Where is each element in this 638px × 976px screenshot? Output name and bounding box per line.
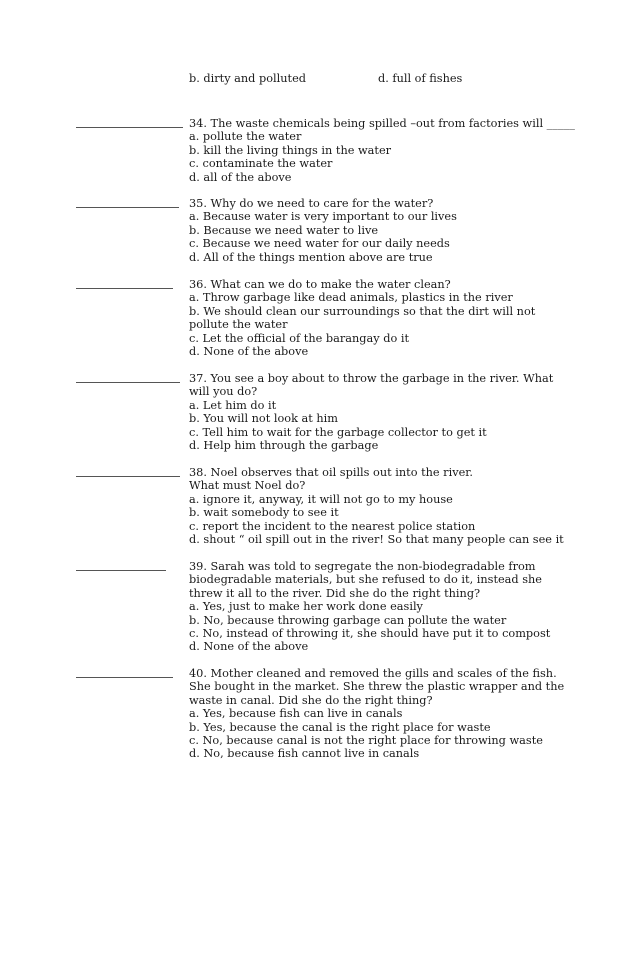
question-line: a. pollute the water	[189, 130, 302, 144]
question-line: waste in canal. Did she do the right thing?	[189, 693, 433, 707]
question-line: d. All of the things mention above are true	[189, 250, 433, 264]
question-line: d. shout “ oil spill out in the river! So that many people can see it	[189, 533, 564, 546]
answer-blank[interactable]	[76, 288, 173, 289]
question-line: She bought in the market. She threw the plastic wrapper and the	[189, 680, 565, 694]
question-line: b. We should clean our surroundings so that the dirt will not	[189, 304, 536, 318]
question-line: d. Help him through the garbage	[189, 439, 379, 452]
question-line: d. None of the above	[189, 640, 309, 654]
question-text: 37. You see a boy about to throw the garbage in the river. What	[189, 372, 554, 385]
option-b-33: b. dirty and polluted	[189, 72, 306, 85]
question-line: d. None of the above	[189, 345, 309, 358]
question-text: 40. Mother cleaned and removed the gills and scales of the fish.	[189, 667, 557, 680]
question-line: a. Throw garbage like dead animals, plastics in the river	[189, 291, 513, 305]
question-line: What must Noel do?	[189, 479, 306, 493]
question-line: b. Because we need water to live	[189, 223, 379, 237]
question-line: b. No, because throwing garbage can pollute the water	[189, 613, 507, 627]
question-text: 34. The waste chemicals being spilled –out from factories will _____	[189, 117, 575, 130]
option-d-33: d. full of fishes	[378, 72, 463, 85]
answer-blank[interactable]	[76, 127, 183, 128]
question-line: b. wait somebody to see it	[189, 506, 339, 520]
question-line: b. kill the living things in the water	[189, 143, 392, 157]
question-line: c. report the incident to the nearest police station	[189, 519, 476, 533]
question-text: 39. Sarah was told to segregate the non-biodegradable from	[189, 560, 536, 573]
question-line: a. Because water is very important to our lives	[189, 210, 457, 224]
question-line: c. contaminate the water	[189, 157, 333, 171]
question-line: c. No, because canal is not the right place for throwing waste	[189, 734, 543, 747]
question-line: b. Yes, because the canal is the right place for waste	[189, 720, 491, 734]
question-line: pollute the water	[189, 318, 288, 332]
question-line: d. No, because fish cannot live in canals	[189, 747, 420, 761]
question-line: a. Yes, because fish can live in canals	[189, 707, 403, 721]
answer-blank[interactable]	[76, 382, 180, 383]
question-line: c. Because we need water for our daily needs	[189, 237, 450, 251]
question-line: will you do?	[189, 385, 258, 399]
question-line: c. No, instead of throwing it, she should have put it to compost	[189, 627, 551, 640]
question-line: b. You will not look at him	[189, 412, 338, 426]
answer-blank[interactable]	[76, 207, 179, 208]
question-text: 38. Noel observes that oil spills out into the river.	[189, 466, 474, 479]
question-line: biodegradable materials, but she refused to do it, instead she	[189, 573, 542, 587]
question-line: threw it all to the river. Did she do the right thing?	[189, 586, 481, 600]
answer-blank[interactable]	[76, 677, 173, 678]
question-text: 36. What can we do to make the water clean?	[189, 278, 451, 291]
question-line: c. Tell him to wait for the garbage collector to get it	[189, 425, 487, 439]
answer-blank[interactable]	[76, 570, 166, 571]
question-line: c. Let the official of the barangay do it	[189, 331, 409, 345]
answer-blank[interactable]	[76, 476, 180, 477]
question-line: a. Let him do it	[189, 398, 277, 412]
question-line: d. all of the above	[189, 170, 292, 184]
question-line: a. ignore it, anyway, it will not go to my house	[189, 492, 453, 506]
question-text: 35. Why do we need to care for the water?	[189, 197, 434, 210]
question-line: a. Yes, just to make her work done easily	[189, 600, 423, 614]
